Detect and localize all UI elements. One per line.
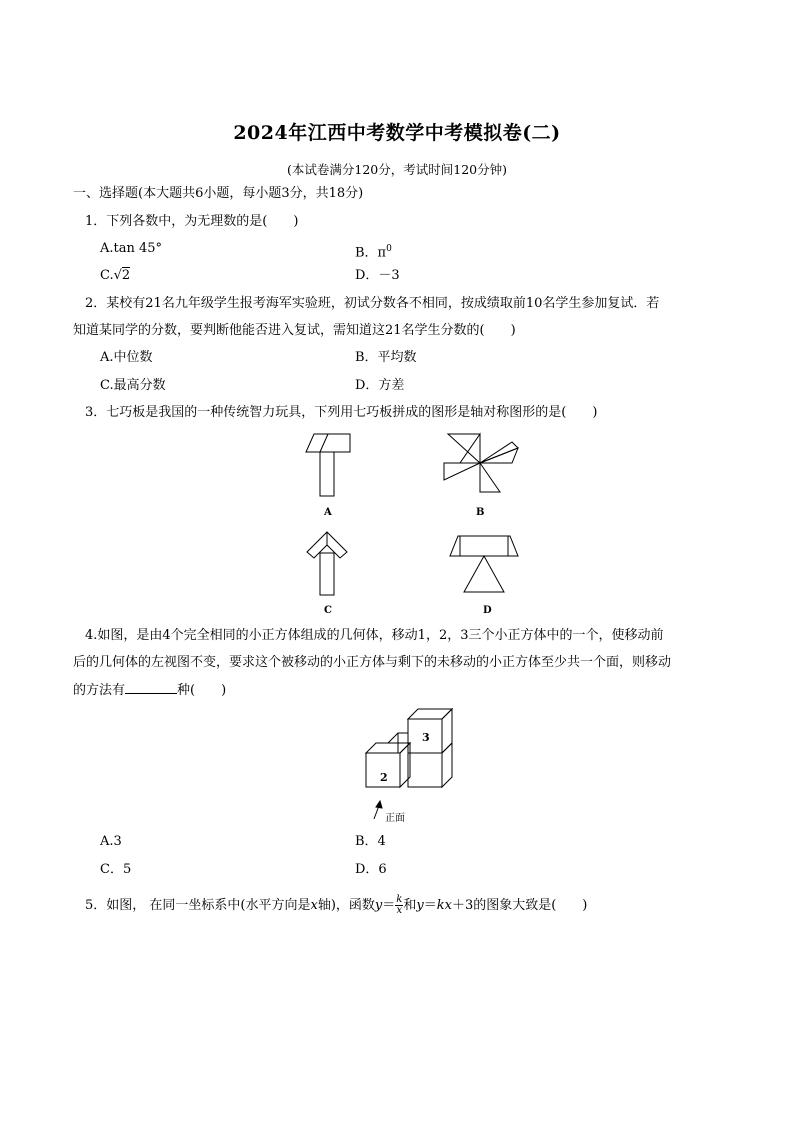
answer-blank (125, 681, 177, 694)
figure-label-c: C (324, 605, 332, 616)
figure-label-b: B (476, 507, 485, 518)
q1-option-a: A.tan 45° (100, 241, 163, 256)
q4-line1: 4.如图，是由4个完全相同的小正方体组成的几何体，移动1，2，3三个小正方体中的一个，使移动前 (85, 628, 664, 643)
section-heading: 一、选择题(本大题共6小题，每小题3分，共18分) (73, 186, 364, 201)
q4-option-a: A.3 (100, 834, 122, 849)
q2-line2: 知道某同学的分数，要判断他能否进入复试，需知道这21名学生分数的( ) (73, 323, 516, 338)
q5-stem: 5．如图， 在同一坐标系中(水平方向是x轴)，函数y＝ $\frac{k}{x}$ 和y＝kx＋3的图象大致是( ) (85, 894, 588, 916)
q2-option-a: A.中位数 (100, 350, 153, 365)
page-subtitle: (本试卷满分120分，考试时间120分钟) (287, 162, 507, 177)
q1-option-b: B．$\pi^0$ (355, 244, 392, 261)
q1-stem: 1．下列各数中，为无理数的是( ) (85, 214, 299, 229)
front-view-label: 正面 (385, 813, 405, 824)
q1-option-d: D．－3 (355, 268, 400, 283)
cube-figure (362, 707, 462, 825)
q2-option-b: B．平均数 (355, 350, 417, 365)
cube-label-2: 2 (380, 771, 388, 784)
q2-option-c: C.最高分数 (100, 378, 166, 393)
q4-line2: 后的几何体的左视图不变，要求这个被移动的小正方体与剩下的未移动的小正方体至少共一个面，则移动 (73, 655, 672, 670)
fraction-k-over-x: $\frac{k}{x}$ (396, 894, 403, 916)
tangram-figure-a (298, 430, 368, 502)
q4-option-c: C．5 (100, 862, 132, 877)
figure-label-d: D (483, 605, 492, 616)
q1-option-c: C.√2 (100, 268, 131, 283)
page-title: 2024年江西中考数学中考模拟卷(二) (233, 122, 561, 144)
figure-label-a: A (324, 507, 332, 518)
q4-line3: 的方法有 种( ) (73, 683, 227, 698)
q4-option-b: B．4 (355, 834, 386, 849)
q2-option-d: D．方差 (355, 378, 405, 393)
q3-stem: 3．七巧板是我国的一种传统智力玩具，下列用七巧板拼成的图形是轴对称图形的是( ) (85, 405, 598, 420)
cube-label-3: 3 (422, 731, 430, 744)
tangram-figure-c (300, 526, 360, 598)
tangram-figure-d (446, 534, 522, 596)
q2-line1: 2．某校有21名九年级学生报考海军实验班，初试分数各不相同，按成绩取前10名学生参加复试．若 (85, 296, 660, 311)
q4-option-d: D．6 (355, 862, 387, 877)
tangram-figure-b (440, 432, 520, 494)
